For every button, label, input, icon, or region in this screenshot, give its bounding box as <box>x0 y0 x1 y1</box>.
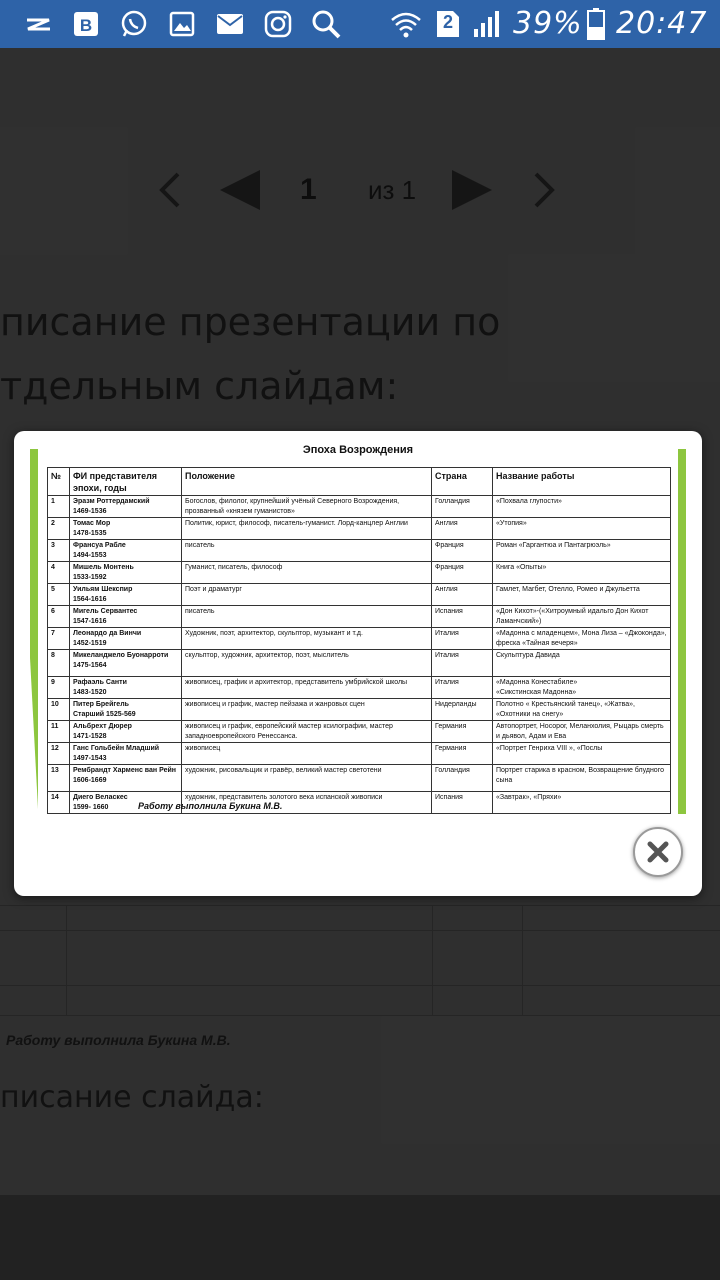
cell-name: Рафаэль Санти 1483-1520 <box>70 677 182 699</box>
sim-2-icon <box>432 8 464 40</box>
cell-works: «Утопия» <box>493 518 671 540</box>
table-row <box>48 540 671 562</box>
cell-number: 14 <box>48 792 70 814</box>
column-header: Положение <box>182 468 432 496</box>
cell-name: Питер Брейгель Старший 1525-569 <box>70 699 182 721</box>
instagram-icon <box>262 8 294 40</box>
renaissance-table <box>47 467 671 814</box>
table-row <box>48 765 671 792</box>
svg-text:B: B <box>79 16 93 35</box>
cell-works: «Похвала глупости» <box>493 496 671 518</box>
close-button[interactable] <box>633 827 683 877</box>
cell-works: «Портрет Генриха VIII », «Послы <box>493 743 671 765</box>
table-row <box>48 584 671 606</box>
cell-works: Автопортрет, Носорог, Меланхолия, Рыцарь смерть и дьявол, Адам и Ева <box>493 721 671 743</box>
cell-works: Книга «Опыты» <box>493 562 671 584</box>
cell-country: Германия <box>432 721 493 743</box>
z-app-icon <box>22 8 54 40</box>
cell-country: Испания <box>432 792 493 814</box>
search-icon <box>310 8 342 40</box>
status-bar <box>0 0 720 48</box>
cell-country: Италия <box>432 677 493 699</box>
clock: 20:47 <box>616 6 708 41</box>
cell-works: Портрет старика в красном, Возвращение блудного сына <box>493 765 671 792</box>
cell-name: Диего Веласкес 1599- 1660 <box>70 792 182 814</box>
cell-works: Роман «Гаргантюа и Пантагрюэль» <box>493 540 671 562</box>
signal-icon <box>470 8 502 40</box>
cell-name: Томас Мор 1478-1535 <box>70 518 182 540</box>
cell-position: живописец, график и архитектор, представитель умбрийской школы <box>182 677 432 699</box>
mail-icon <box>214 8 246 40</box>
cell-works: «Завтрак», «Пряхи» <box>493 792 671 814</box>
cell-works: Полотно « Крестьянский танец», «Жатва», «Охотники на снегу» <box>493 699 671 721</box>
cell-position: Поэт и драматург <box>182 584 432 606</box>
battery-icon <box>580 8 612 40</box>
background-subtitle: писание слайда: <box>0 1080 264 1115</box>
cell-number: 5 <box>48 584 70 606</box>
table-row <box>48 699 671 721</box>
cell-number: 1 <box>48 496 70 518</box>
background-signature: Работу выполнила Букина М.В. <box>6 1032 231 1048</box>
background-title-line2: тдельным слайдам: <box>0 364 399 408</box>
cell-number: 8 <box>48 650 70 677</box>
vk-icon <box>70 8 102 40</box>
cell-country: Франция <box>432 562 493 584</box>
cell-position: скульптор, художник, архитектор, поэт, мыслитель <box>182 650 432 677</box>
cell-works: «Мадонна Конестабиле» «Сикстинская Мадонна» <box>493 677 671 699</box>
cell-position: живописец <box>182 743 432 765</box>
cell-name: Мишель Монтень 1533-1592 <box>70 562 182 584</box>
gallery-icon <box>166 8 198 40</box>
cell-position: Художник, поэт, архитектор, скульптор, музыкант и т.д. <box>182 628 432 650</box>
cell-works: «Дон Кихот»-(«Хитроумный идальго Дон Кихот Ламанчский») <box>493 606 671 628</box>
column-header: № <box>48 468 70 496</box>
cell-works: Скульптура Давида <box>493 650 671 677</box>
cell-name: Франсуа Рабле 1494-1553 <box>70 540 182 562</box>
cell-number: 3 <box>48 540 70 562</box>
table-row <box>48 721 671 743</box>
table-header-row <box>48 468 671 496</box>
cell-position: художник, рисовальщик и гравёр, великий мастер светотени <box>182 765 432 792</box>
cell-name: Микеланджело Буонарроти 1475-1564 <box>70 650 182 677</box>
cell-name: Рембрандт Харменс ван Рейн 1606-1669 <box>70 765 182 792</box>
cell-country: Голландия <box>432 496 493 518</box>
current-page-number: 1 <box>300 173 317 206</box>
cell-number: 6 <box>48 606 70 628</box>
cell-country: Германия <box>432 743 493 765</box>
document-title: Эпоха Возрождения <box>302 444 414 456</box>
cell-name: Альбрехт Дюрер 1471-1528 <box>70 721 182 743</box>
page-count-label: из 1 <box>368 174 417 205</box>
column-header: ФИ представителя эпохи, годы <box>70 468 182 496</box>
cell-position: Политик, юрист, философ, писатель-гуманист. Лорд-канцлер Англии <box>182 518 432 540</box>
cell-name: Эразм Роттердамский 1469-1536 <box>70 496 182 518</box>
cell-position: художник, представитель золотого века испанской живописи <box>182 792 432 814</box>
cell-number: 7 <box>48 628 70 650</box>
table-row <box>48 496 671 518</box>
cell-number: 10 <box>48 699 70 721</box>
table-row <box>48 628 671 650</box>
cell-position: живописец и график, мастер пейзажа и жанровых сцен <box>182 699 432 721</box>
cell-name: Леонардо да Винчи 1452-1519 <box>70 628 182 650</box>
table-row <box>48 518 671 540</box>
background-title-line1: писание презентации по <box>0 300 501 344</box>
cell-number: 11 <box>48 721 70 743</box>
table-row <box>48 743 671 765</box>
column-header: Название работы <box>493 468 671 496</box>
cell-works: «Мадонна с младенцем», Мона Лиза – «Джоконда», фреска «Тайная вечеря» <box>493 628 671 650</box>
cell-position: Богослов, филолог, крупнейший учёный Северного Возрождения, прозванный «князем гуманистов» <box>182 496 432 518</box>
table-row <box>48 606 671 628</box>
whatsapp-icon <box>118 8 150 40</box>
cell-number: 13 <box>48 765 70 792</box>
cell-country: Италия <box>432 628 493 650</box>
cell-position: писатель <box>182 606 432 628</box>
cell-number: 2 <box>48 518 70 540</box>
cell-number: 9 <box>48 677 70 699</box>
cell-country: Англия <box>432 518 493 540</box>
table-row <box>48 677 671 699</box>
battery-percent: 39% <box>513 6 583 41</box>
document-signature: Работу выполнила Букина М.В. <box>138 801 283 811</box>
cell-position: писатель <box>182 540 432 562</box>
cell-number: 12 <box>48 743 70 765</box>
cell-name: Ганс Гольбейн Младший 1497-1543 <box>70 743 182 765</box>
cell-position: Гуманист, писатель, философ <box>182 562 432 584</box>
cell-name: Мигель Сервантес 1547-1616 <box>70 606 182 628</box>
cell-country: Франция <box>432 540 493 562</box>
column-header: Страна <box>432 468 493 496</box>
slide-accent-left <box>30 449 38 809</box>
cell-country: Нидерланды <box>432 699 493 721</box>
cell-position: живописец и график, европейский мастер ксилографии, мастер западноевропейского Ренессанса. <box>182 721 432 743</box>
table-row <box>48 562 671 584</box>
cell-country: Испания <box>432 606 493 628</box>
sim-slot-label: 2 <box>442 12 453 32</box>
cell-country: Италия <box>432 650 493 677</box>
cell-number: 4 <box>48 562 70 584</box>
close-icon <box>646 840 670 864</box>
cell-country: Англия <box>432 584 493 606</box>
wifi-icon <box>390 8 422 40</box>
cell-name: Уильям Шекспир 1564-1616 <box>70 584 182 606</box>
cell-works: Гамлет, Магбет, Отелло, Ромео и Джульетта <box>493 584 671 606</box>
cell-country: Голландия <box>432 765 493 792</box>
table-row <box>48 650 671 677</box>
image-preview-modal <box>14 431 702 896</box>
slide-accent-right <box>678 449 686 814</box>
